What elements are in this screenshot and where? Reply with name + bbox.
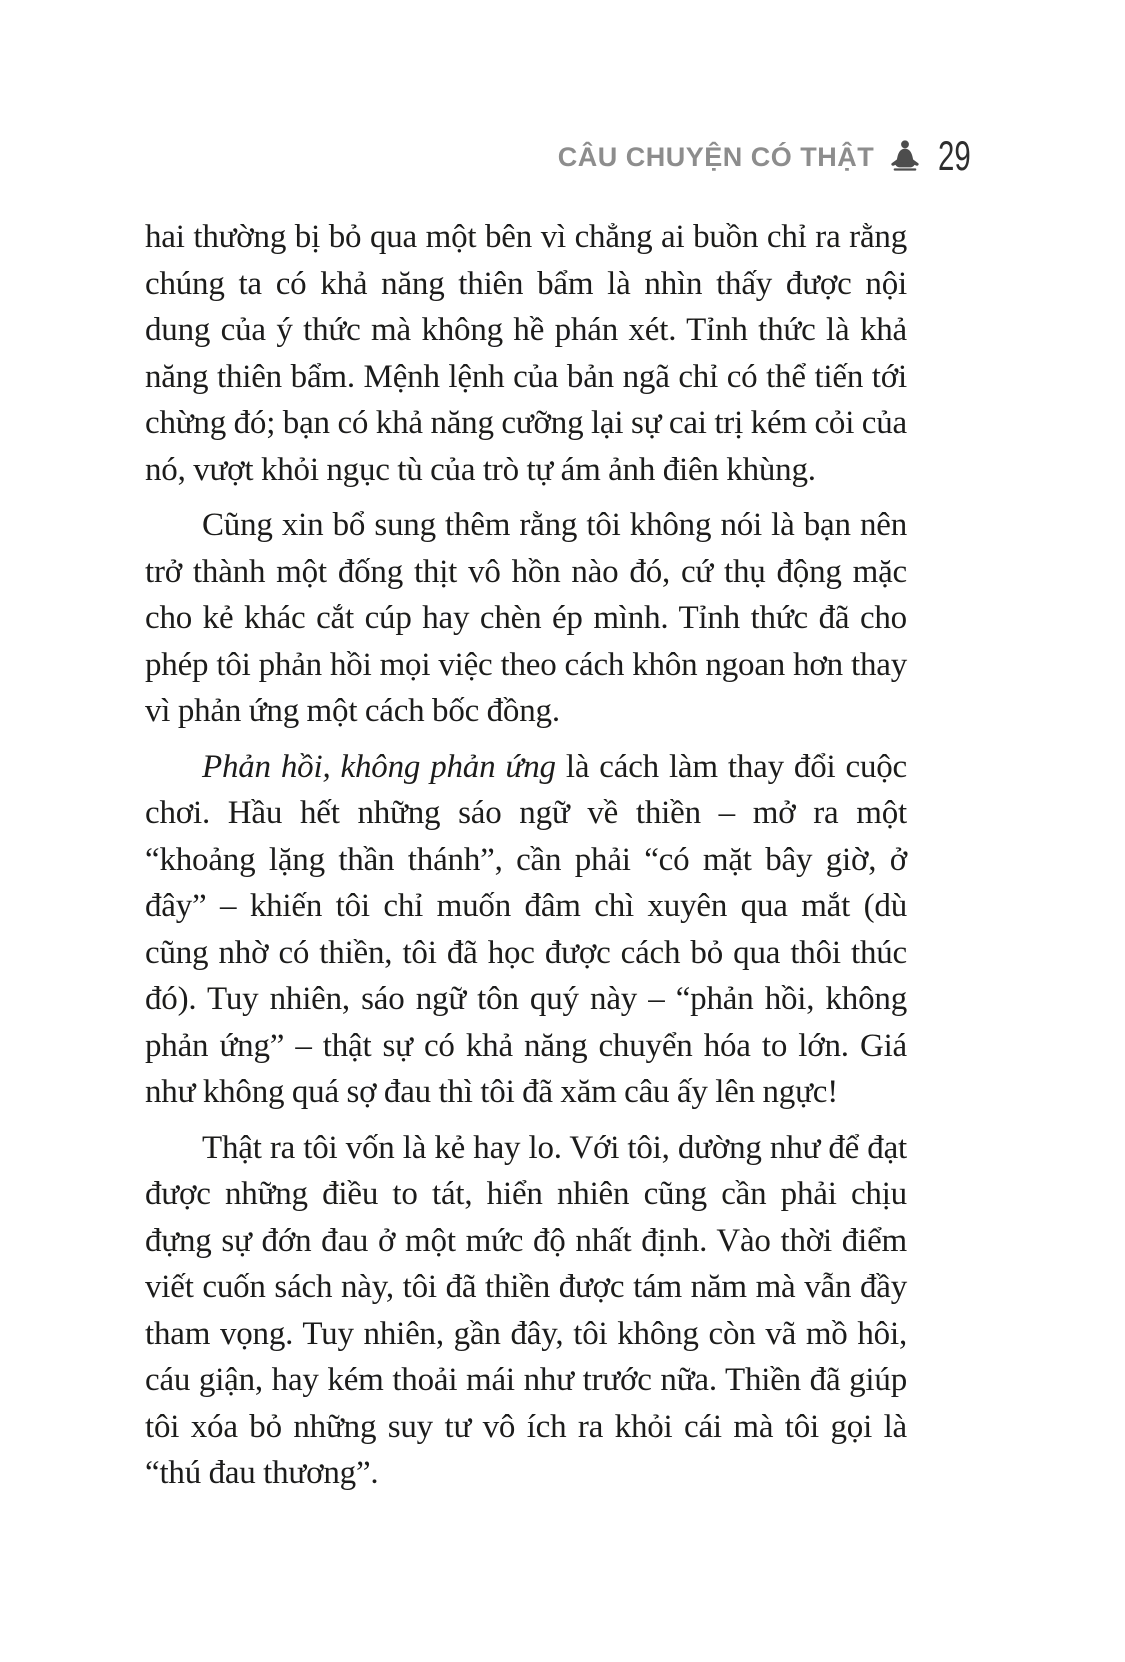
page-number: 29 [938, 132, 971, 179]
paragraph: Cũng xin bổ sung thêm rằng tôi không nói là bạn nên trở thành một đống thịt vô hồn nào đó, cứ thụ động mặc cho kẻ khác cắt cúp hay chèn ép mình. Tỉnh thức đã cho phép tôi phản hồi mọi việc theo cách khôn ngoan hơn thay vì phản ứng một cách bốc đồng. [145, 507, 907, 729]
meditation-lotus-icon [888, 136, 922, 176]
body-text [145, 214, 907, 1497]
paragraph: hai thường bị bỏ qua một bên vì chẳng ai buồn chỉ ra rằng chúng ta có khả năng thiên bẩm là nhìn thấy được nội dung của ý thức mà không hề phán xét. Tỉnh thức là khả năng thiên bẩm. Mệnh lệnh của bản ngã chỉ có thể tiến tới chừng đó; bạn có khả năng cưỡng lại sự cai trị kém cỏi của nó, vượt khỏi ngục tù của trò tự ám ảnh điên khùng. [145, 219, 907, 488]
running-header-title: CÂU CHUYỆN CÓ THẬT [557, 141, 875, 172]
italic-phrase: Phản hồi, không phản ứng [202, 748, 556, 785]
page-header [558, 130, 985, 182]
paragraph: Thật ra tôi vốn là kẻ hay lo. Với tôi, dường như để đạt được những điều to tát, hiển nhiên cũng cần phải chịu đựng sự đớn đau ở một mức độ nhất định. Vào thời điểm viết cuốn sách này, tôi đã thiền được tám năm mà vẫn đầy tham vọng. Tuy nhiên, gần đây, tôi không còn vã mồ hôi, cáu giận, hay kém thoải mái như trước nữa. Thiền đã giúp tôi xóa bỏ những suy tư vô ích ra khỏi cái mà tôi gọi là “thú đau thương”. [145, 1129, 907, 1491]
paragraph: Phản hồi, không phản ứng là cách làm thay đổi cuộc chơi. Hầu hết những sáo ngữ về thiền – mở ra một “khoảng lặng thần thánh”, cần phải “có mặt bây giờ, ở đây” – khiến tôi chỉ muốn đâm chì xuyên qua mắt (dù cũng nhờ có thiền, tôi đã học được cách bỏ qua thôi thúc đó). Tuy nhiên, sáo ngữ tôn quý này – “phản hồi, không phản ứng” – thật sự có khả năng chuyển hóa to lớn. Giá như không quá sợ đau thì tôi đã xăm câu ấy lên ngực! [145, 748, 907, 1110]
